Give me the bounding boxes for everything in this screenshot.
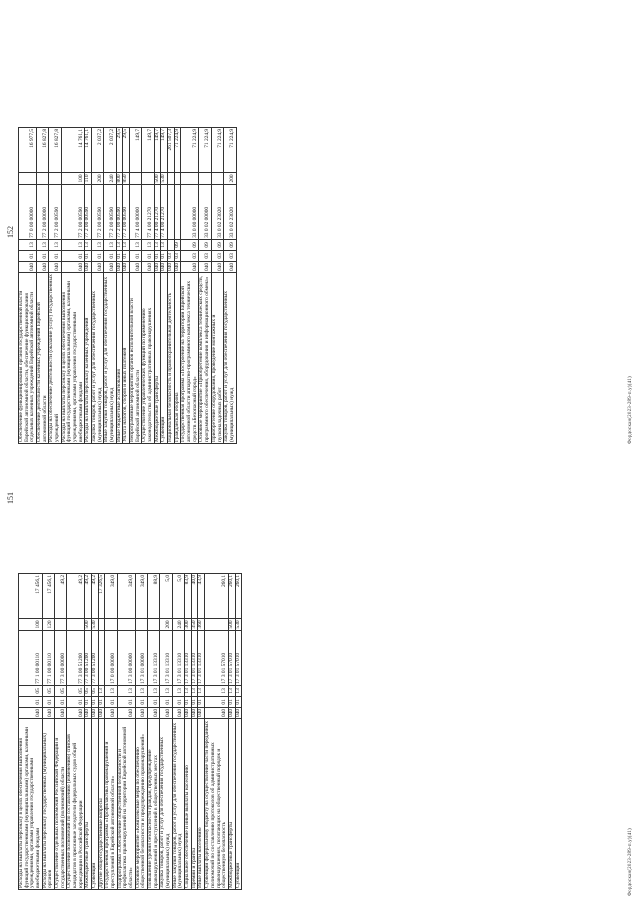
row-name: Межбюджетные трансферты — [228, 719, 235, 890]
row-code-gv: 040 — [49, 261, 61, 272]
row-sum: 29,5 — [123, 127, 130, 172]
row-code-pr: 13 — [185, 685, 192, 696]
page-number: 152 — [6, 226, 15, 238]
row-code-csr: 77 2 00 00590 — [116, 184, 123, 239]
table-row — [49, 127, 61, 443]
table-row — [172, 573, 184, 889]
row-sum: 49,2 — [55, 573, 67, 618]
row-name: Национальная безопасность и правоохранительная деятельность — [168, 273, 175, 444]
row-code-gv: 040 — [184, 708, 191, 717]
row-code-csr: 17 3 01 13310 — [198, 630, 205, 685]
row-code-rz: 01 — [235, 696, 242, 707]
row-code-pr: 13 — [135, 685, 147, 696]
row-code-pr: 05 — [67, 685, 85, 696]
table-row — [117, 573, 135, 889]
row-code-csr: 77 3 00 51200 — [85, 630, 92, 685]
row-code-rz: 01 — [49, 250, 61, 261]
row-code-rz: 01 — [191, 696, 198, 707]
row-code-csr: 77 1 00 00110 — [19, 630, 43, 685]
row-name: Расходы на выплаты персоналу в целях обеспечения выполнения функций государственными (муниципальными) органами, казенными учреждениями, органами управления государственными внебюджетными фондами — [61, 273, 85, 444]
row-code-vr — [205, 618, 229, 630]
row-code-csr: 17 3 01 57010 — [235, 630, 242, 685]
row-code-pr: 13 — [142, 239, 154, 250]
row-code-pr: 09 — [199, 239, 211, 250]
row-code-pr: 13 — [105, 685, 117, 696]
row-sum: 261 507,3 — [168, 127, 175, 172]
row-code-vr — [19, 172, 37, 184]
row-code-rz: 01 — [117, 696, 135, 707]
row-code-rz: 01 — [61, 250, 85, 261]
row-code-rz: 01 — [92, 250, 104, 261]
table-row — [142, 127, 154, 443]
row-code-pr: 13 — [116, 239, 123, 250]
row-code-gv: 040 — [199, 261, 211, 272]
row-sum: 260,1 — [235, 573, 242, 618]
row-code-rz: 01 — [148, 696, 160, 707]
row-code-gv: 040 — [19, 261, 37, 272]
row-code-vr: 240 — [172, 618, 184, 630]
row-sum: 260,1 — [228, 573, 235, 618]
row-code-pr: 13 — [98, 685, 105, 696]
table-row — [135, 573, 147, 889]
row-code-pr: 13 — [191, 685, 198, 696]
row-sum: 43,9 — [198, 573, 205, 618]
row-code-gv: 040 — [211, 261, 223, 272]
row-name: Расходы на выплаты персоналу казенных учреждений — [85, 273, 92, 444]
table-row — [19, 573, 43, 889]
row-code-vr — [37, 172, 49, 184]
row-code-pr: 13 — [37, 239, 49, 250]
row-name: Закупка товаров, работ и услуг для обеспечения государственных (муниципальных) нужд — [224, 273, 236, 444]
table-row — [235, 573, 242, 889]
table-row — [67, 573, 85, 889]
row-code-csr: 77 3 00 51200 — [92, 630, 99, 685]
row-name: Основное мероприятие «Комплексные меры по обеспечению общественной безопасности и предупреждению правонарушений» — [135, 719, 147, 890]
row-code-vr: 350 — [190, 620, 197, 629]
row-sum: 40,0 — [191, 573, 198, 618]
row-sum: 29,5 — [116, 127, 123, 172]
table-row — [228, 573, 235, 889]
table-row — [37, 127, 49, 443]
row-name: Межбюджетные трансферты — [154, 273, 161, 444]
row-sum: 349,0 — [117, 573, 135, 618]
row-code-rz: 03 — [211, 250, 223, 261]
table-row — [199, 127, 211, 443]
row-code-csr: 77 2 00 00590 — [123, 184, 130, 239]
row-code-csr: 77 0 00 00000 — [19, 184, 37, 239]
row-code-vr: 530 — [234, 620, 241, 629]
row-code-rz: 01 — [55, 696, 67, 707]
row-code-rz: 01 — [142, 250, 154, 261]
row-code-pr: 13 — [130, 239, 142, 250]
row-code-pr: 05 — [85, 685, 92, 696]
row-code-pr: 13 — [49, 239, 61, 250]
table-row — [160, 573, 172, 889]
row-code-csr: 77 2 00 00590 — [85, 184, 92, 239]
row-code-gv: 040 — [92, 261, 104, 272]
row-code-rz: 01 — [135, 696, 147, 707]
row-name: Обеспечение функционирования органов государственной власти Еврейской автономной области, обеспечение функционирования отдельных казенных учреждений Еврейской автономной области — [19, 273, 37, 444]
row-name: Государственная программа «Построение на территории Еврейской автономной области аппаратно-программного комплекса технических средств «Безопасный город» — [181, 273, 199, 444]
row-code-pr: 09 — [174, 239, 181, 250]
row-sum: 349,0 — [105, 573, 117, 618]
row-code-csr: 33 0 02 23020 — [224, 184, 236, 239]
row-code-pr: 13 — [160, 685, 172, 696]
row-code-rz: 01 — [85, 250, 92, 261]
row-code-rz: 01 — [130, 250, 142, 261]
row-sum: 83,9 — [185, 573, 192, 618]
row-code-gv: 040 — [42, 707, 54, 718]
row-code-pr: 09 — [211, 239, 223, 250]
row-name: Иные закупки товаров, работ и услуг для обеспечения государственных (муниципальных) нужд — [172, 719, 184, 890]
row-code-vr — [117, 618, 135, 630]
row-code-gv: 040 — [115, 262, 122, 271]
row-code-vr: 200 — [160, 618, 172, 630]
table-row — [211, 127, 223, 443]
row-sum: 149,7 — [161, 127, 168, 172]
row-code-rz: 01 — [185, 696, 192, 707]
row-code-rz: 03 — [224, 250, 236, 261]
row-sum: 14 761,1 — [85, 127, 92, 172]
row-code-vr — [105, 618, 117, 630]
row-code-csr: 77 4 00 00000 — [130, 184, 142, 239]
row-code-vr: 120 — [42, 618, 54, 630]
page-footer: Фордоскан(2023-289-п.у)(41) — [628, 376, 633, 444]
row-code-vr — [98, 618, 105, 630]
row-sum: 16 827,8 — [37, 127, 49, 172]
row-code-csr: 17 3 01 13310 — [191, 630, 198, 685]
row-code-gv: 040 — [167, 262, 174, 271]
row-sum: 16 827,8 — [49, 127, 61, 172]
row-name: Расходы на выплаты персоналу в целях обеспечения выполнения функций государственными (муниципальными) органами, казенными учреждениями, органами управления государственными внебюджетными фондами — [19, 719, 43, 890]
row-code-rz: 01 — [161, 250, 168, 261]
row-code-gv: 040 — [84, 708, 91, 717]
row-code-pr: 05 — [92, 685, 99, 696]
row-code-csr: 17 3 01 13310 — [160, 630, 172, 685]
row-name: Повышение уровня безопасности граждан, предупреждение правонарушений и преступлений в общественных местах — [148, 719, 160, 890]
row-sum: 149,7 — [130, 127, 142, 172]
row-code-csr — [174, 184, 181, 239]
row-code-gv: 040 — [153, 262, 160, 271]
row-code-gv: 040 — [234, 708, 241, 717]
row-code-rz: 01 — [42, 696, 54, 707]
row-code-gv: 040 — [37, 261, 49, 272]
row-code-rz: 01 — [67, 696, 85, 707]
row-code-rz: 01 — [154, 250, 161, 261]
row-code-csr: 77 2 00 00590 — [61, 184, 85, 239]
row-name: Иные бюджетные ассигнования — [116, 273, 123, 444]
row-code-gv: 040 — [181, 261, 199, 272]
row-code-csr: 77 4 00 21270 — [142, 184, 154, 239]
row-code-pr: 13 — [92, 239, 104, 250]
row-code-vr: 800 — [115, 174, 122, 183]
row-code-vr — [168, 172, 175, 184]
row-name: Иные закупки товаров, работ и услуг для обеспечения государственных (муниципальных) нужд — [104, 273, 116, 444]
table-row — [205, 573, 229, 889]
row-code-gv: 040 — [105, 707, 117, 718]
row-name: Межбюджетные трансферты — [85, 719, 92, 890]
row-sum: 17 456,1 — [42, 573, 54, 618]
row-code-csr — [168, 184, 175, 239]
row-code-gv: 040 — [205, 707, 229, 718]
row-name: Осуществление полномочий по составлению (изменению) списков кандидатов в присяжные заседатели федеральных судов общей юрисдикции в Российской Федерации — [67, 719, 85, 890]
row-code-pr: 13 — [172, 685, 184, 696]
page-footer: Фордоскан(2023-289-п.у)(41) — [628, 828, 633, 896]
row-code-csr: 17 3 01 13310 — [148, 630, 160, 685]
row-code-csr: 17 3 01 00000 — [135, 630, 147, 685]
row-code-gv: 040 — [224, 261, 236, 272]
row-code-pr: 05 — [42, 685, 54, 696]
row-code-vr: 530 — [91, 620, 98, 629]
row-code-pr: 13 — [104, 239, 116, 250]
row-code-rz: 01 — [160, 696, 172, 707]
row-code-vr: 360 — [197, 620, 204, 629]
row-code-gv: 040 — [160, 707, 172, 718]
row-code-pr: 09 — [224, 239, 236, 250]
row-code-pr: 05 — [55, 685, 67, 696]
row-code-vr: 100 — [61, 172, 85, 184]
row-code-gv: 040 — [173, 262, 180, 271]
row-code-gv: 040 — [130, 261, 142, 272]
row-sum: 49,2 — [67, 573, 85, 618]
row-code-rz: 01 — [98, 696, 105, 707]
row-sum: 149,7 — [142, 127, 154, 172]
row-code-gv: 040 — [190, 708, 197, 717]
row-code-vr: 100 — [19, 618, 43, 630]
row-code-gv: 040 — [172, 707, 184, 718]
row-sum: 260,1 — [205, 573, 229, 618]
row-sum: 14 761,1 — [61, 127, 85, 172]
table-row — [105, 573, 117, 889]
row-code-rz: 01 — [19, 696, 43, 707]
row-code-vr: 300 — [184, 620, 191, 629]
page-151 — [0, 452, 640, 904]
row-name: Субвенции федеральному бюджету на осуществление части переданных полномочий по составлению протоколов об административных правонарушениях, посягающих на общественный порядок и общественную безопасность — [205, 719, 229, 890]
row-code-gv: 040 — [135, 707, 147, 718]
row-code-csr: 77 2 00 00590 — [92, 184, 104, 239]
row-code-vr — [135, 618, 147, 630]
page-152 — [0, 0, 640, 452]
row-code-gv: 040 — [97, 708, 104, 717]
row-code-gv: 040 — [104, 261, 116, 272]
row-sum: 71 224,9 — [181, 127, 199, 172]
row-code-gv: 040 — [160, 262, 167, 271]
row-sum: 17 326,5 — [98, 573, 105, 618]
row-code-gv: 040 — [61, 261, 85, 272]
row-code-csr: 77 2 00 00000 — [37, 184, 49, 239]
row-code-rz: 01 — [116, 250, 123, 261]
row-name: Субвенции — [161, 273, 168, 444]
row-code-rz: 01 — [19, 250, 37, 261]
row-code-pr: 13 — [198, 685, 205, 696]
row-sum: 88,9 — [148, 573, 160, 618]
row-code-csr: 17 3 01 13310 — [172, 630, 184, 685]
row-code-rz: 03 — [181, 250, 199, 261]
row-code-vr — [174, 172, 181, 184]
table-row — [42, 573, 54, 889]
row-code-csr: 17 3 00 00000 — [117, 630, 135, 685]
row-code-pr: 13 — [228, 685, 235, 696]
table-row — [224, 127, 236, 443]
row-code-vr: 850 — [122, 174, 129, 183]
row-code-rz: 03 — [174, 250, 181, 261]
row-code-gv: 040 — [117, 707, 135, 718]
row-code-gv: 040 — [227, 708, 234, 717]
row-sum: 2 037,2 — [92, 127, 104, 172]
row-sum: 16 977,5 — [19, 127, 37, 172]
row-code-rz: 01 — [37, 250, 49, 261]
row-code-gv: 040 — [148, 707, 160, 718]
row-name: Субвенции — [92, 719, 99, 890]
row-code-csr: 17 3 01 13310 — [185, 630, 192, 685]
row-code-csr: 77 4 00 21270 — [154, 184, 161, 239]
row-code-vr — [211, 172, 223, 184]
row-code-csr: 17 3 01 57010 — [205, 630, 229, 685]
row-code-pr: 13 — [235, 685, 242, 696]
row-code-pr: 09 — [181, 239, 199, 250]
row-code-vr — [199, 172, 211, 184]
row-code-vr — [181, 172, 199, 184]
row-code-gv: 040 — [84, 262, 91, 271]
row-sum: 2 037,2 — [104, 127, 116, 172]
row-name: Обеспечение деятельности казенных учреждений Еврейской автономной области — [37, 273, 49, 444]
row-code-csr: 77 4 00 21270 — [161, 184, 168, 239]
row-code-vr — [130, 172, 142, 184]
row-code-pr: 13 — [61, 239, 85, 250]
row-name: Приобретение оборудования, проведение монтажных и пусконаладочных работ — [211, 273, 223, 444]
row-code-vr: 500 — [84, 620, 91, 629]
row-name: Гражданская оборона — [174, 273, 181, 444]
row-code-csr: 33 0 02 23020 — [211, 184, 223, 239]
row-code-pr: 13 — [117, 685, 135, 696]
budget-table — [18, 573, 242, 890]
row-sum: 71 224,9 — [199, 127, 211, 172]
row-code-csr: 77 3 00 51200 — [67, 630, 85, 685]
row-name: Уплата налогов, сборов и иных платежей — [123, 273, 130, 444]
row-code-pr: 13 — [123, 239, 130, 250]
row-code-csr: 17 0 00 00000 — [105, 630, 117, 685]
row-code-pr: 13 — [205, 685, 229, 696]
row-name: Подпрограмма «Обеспечение общественной безопасности и профилактика правонарушений на территории Еврейской автономной области» — [117, 719, 135, 890]
row-code-csr: 77 1 00 00110 — [42, 630, 54, 685]
row-code-gv: 040 — [142, 261, 154, 272]
row-code-rz: 01 — [198, 696, 205, 707]
row-name: Иные выплаты населению — [198, 719, 205, 890]
row-code-vr: 530 — [160, 174, 167, 183]
row-sum: 5,0 — [172, 573, 184, 618]
row-code-vr: 500 — [153, 174, 160, 183]
row-code-rz: 01 — [172, 696, 184, 707]
row-code-vr: 500 — [227, 620, 234, 629]
row-sum: 49,2 — [92, 573, 99, 618]
row-sum: 71 224,9 — [211, 127, 223, 172]
row-code-pr: 05 — [19, 685, 43, 696]
row-name: Осуществление отдельных полномочий Российской Федерации и государственных полномочий (полномочий) области — [55, 719, 67, 890]
table-row — [104, 127, 116, 443]
row-code-rz: 01 — [205, 696, 229, 707]
row-sum: 5,0 — [160, 573, 172, 618]
row-code-vr — [49, 172, 61, 184]
row-code-rz: 01 — [104, 250, 116, 261]
row-code-csr: 33 0 02 00000 — [199, 184, 211, 239]
table-row — [61, 127, 85, 443]
row-code-rz: 03 — [168, 250, 175, 261]
row-code-csr: 77 2 00 00590 — [49, 184, 61, 239]
row-code-gv: 040 — [197, 708, 204, 717]
budget-table — [18, 127, 237, 444]
row-name: Другие общегосударственные вопросы — [98, 719, 105, 890]
row-code-vr: 200 — [224, 172, 236, 184]
table-row — [19, 127, 37, 443]
row-name: Закупка товаров, работ и услуг для обеспечения государственных (муниципальных) нужд — [160, 719, 172, 890]
row-code-pr: 13 — [148, 685, 160, 696]
row-code-vr: 200 — [92, 172, 104, 184]
row-name: Непрограммные мероприятия органов исполнительной власти Еврейской автономной области — [130, 273, 142, 444]
row-code-gv: 040 — [67, 707, 85, 718]
row-name: Расходы на выплаты персоналу государственных (муниципальных) органов — [42, 719, 54, 890]
row-sum: 149,7 — [154, 127, 161, 172]
table-row — [181, 127, 199, 443]
row-sum: 349,0 — [135, 573, 147, 618]
row-code-gv: 040 — [55, 707, 67, 718]
row-code-vr — [67, 618, 85, 630]
row-sum: 17 456,1 — [19, 573, 43, 618]
row-code-csr: 77 2 00 00590 — [104, 184, 116, 239]
row-code-csr — [98, 630, 105, 685]
row-code-gv: 040 — [122, 262, 129, 271]
row-code-pr: 13 — [19, 239, 37, 250]
row-sum: 49,2 — [85, 573, 92, 618]
row-code-rz: 01 — [228, 696, 235, 707]
row-name: Социальное обеспечение и иные выплаты населению — [185, 719, 192, 890]
row-code-vr — [148, 618, 160, 630]
row-code-pr: 13 — [161, 239, 168, 250]
row-name: Премии и гранты — [191, 719, 198, 890]
row-name: Государственная программа «Профилактика правонарушений и преступлений в Еврейской автономной области» — [105, 719, 117, 890]
row-name: Субвенции — [235, 719, 242, 890]
row-name: Расходы на обеспечение деятельности (оказание услуг) государственных учреждений — [48, 274, 61, 442]
row-code-vr: 110 — [85, 172, 92, 184]
row-code-vr: 240 — [104, 172, 116, 184]
row-sum: 71 224,9 — [224, 127, 236, 172]
row-code-rz: 03 — [199, 250, 211, 261]
row-code-pr: 13 — [154, 239, 161, 250]
row-code-rz: 01 — [85, 696, 92, 707]
row-code-csr: 33 0 00 00000 — [181, 184, 199, 239]
row-code-pr: 13 — [85, 239, 92, 250]
page-number: 151 — [6, 492, 15, 504]
row-code-rz: 01 — [105, 696, 117, 707]
row-code-rz: 01 — [92, 696, 99, 707]
row-code-gv: 040 — [91, 708, 98, 717]
row-code-vr — [142, 172, 154, 184]
row-name: Осуществление управленческих функций по применению законодательства об административных правонарушениях — [142, 273, 154, 444]
row-code-rz: 01 — [123, 250, 130, 261]
row-code-csr: 77 3 00 00000 — [55, 630, 67, 685]
row-name: Закупка товаров, работ и услуг для обеспечения государственных (муниципальных) нужд — [92, 273, 104, 444]
row-code-vr — [55, 618, 67, 630]
row-code-gv: 040 — [19, 707, 43, 718]
row-sum: 71 224,9 — [174, 127, 181, 172]
row-code-csr: 17 3 01 57010 — [228, 630, 235, 685]
row-name: Основное мероприятие «Приобретение комплекса технических средств, программного обеспечения, оборудования и информационного обмена» — [199, 273, 211, 444]
